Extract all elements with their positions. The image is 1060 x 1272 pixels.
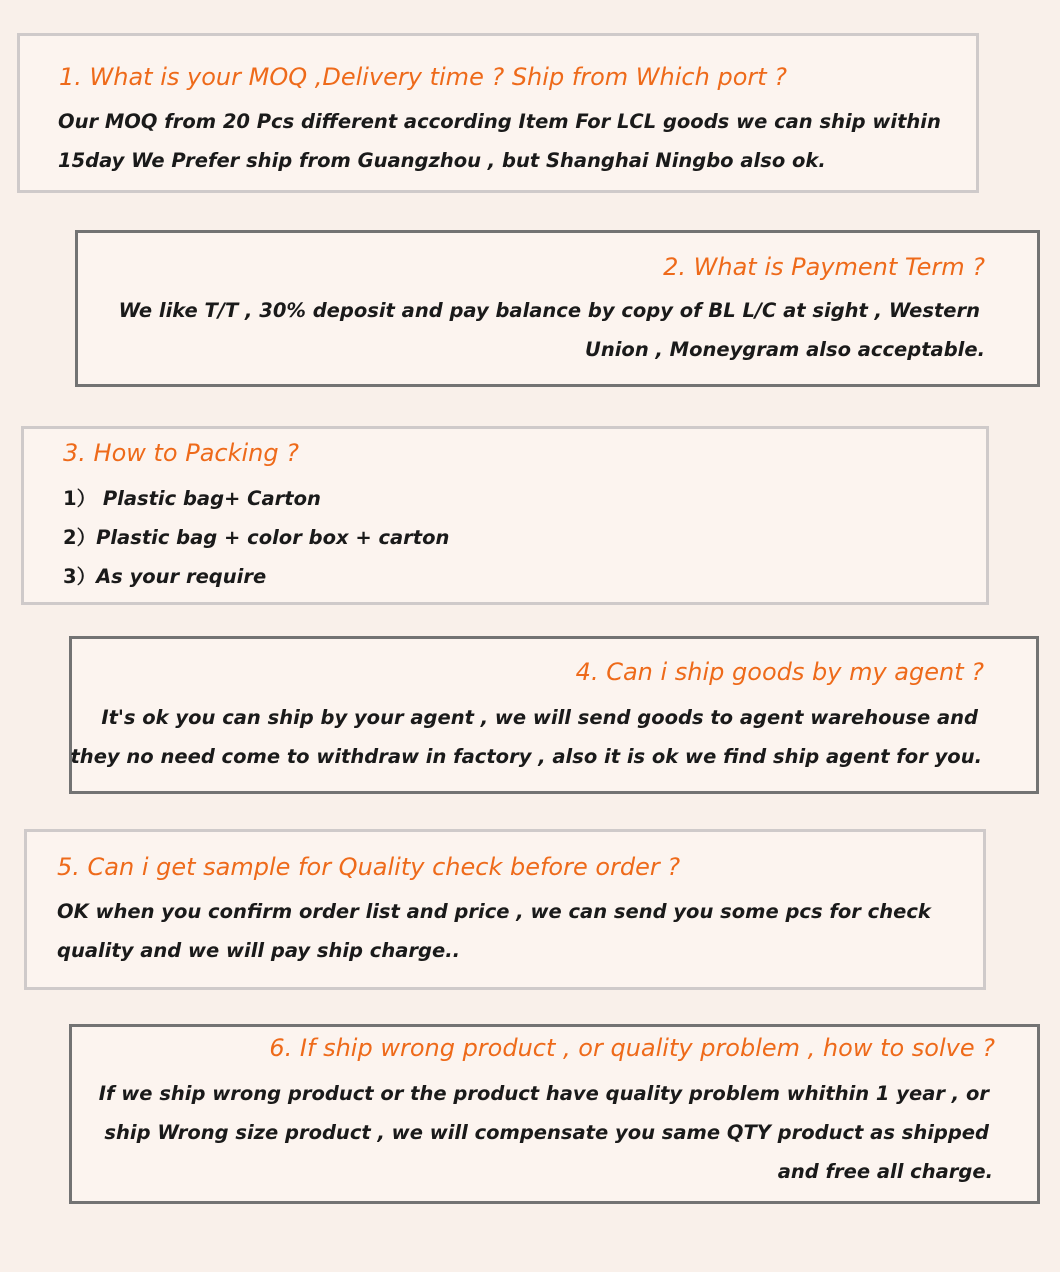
faq-question-6: 6. If ship wrong product , or quality problem , how to solve ? xyxy=(269,1034,995,1062)
faq-answer-1-line-2: 15day We Prefer ship from Guangzhou , but Shanghai Ningbo also ok. xyxy=(58,149,826,172)
faq-card-3 xyxy=(21,426,989,605)
packing-option-3 xyxy=(63,565,266,589)
faq-question-2: 2. What is Payment Term ? xyxy=(663,253,985,281)
faq-card-4 xyxy=(69,636,1039,794)
faq-answer-4-line-1: It's ok you can ship by your agent , we will send goods to agent warehouse and xyxy=(101,706,978,729)
faq-answer-5-line-1: OK when you confirm order list and price , we can send you some pcs for check xyxy=(57,900,931,923)
faq-answer-6-line-1: If we ship wrong product or the product have quality problem whithin 1 year , or xyxy=(98,1082,989,1105)
packing-option-3-number: 3） xyxy=(63,565,97,588)
packing-option-2 xyxy=(63,526,449,550)
faq-card-5 xyxy=(24,829,986,990)
packing-option-2-number: 2） xyxy=(63,526,97,549)
faq-answer-1-line-1: Our MOQ from 20 Pcs different according Item For LCL goods we can ship within xyxy=(58,110,941,133)
packing-option-1-number: 1） xyxy=(63,487,97,510)
faq-question-5: 5. Can i get sample for Quality check before order ? xyxy=(57,853,681,881)
faq-answer-2-line-1: We like T/T , 30% deposit and pay balance by copy of BL L/C at sight , Western xyxy=(118,299,980,322)
packing-option-1-text: Plastic bag+ Carton xyxy=(96,487,321,510)
packing-option-3-text: As your require xyxy=(96,565,267,588)
packing-option-1 xyxy=(63,487,321,511)
faq-answer-6-line-3: and free all charge. xyxy=(777,1160,993,1183)
faq-answer-6-line-2: ship Wrong size product , we will compensate you same QTY product as shipped xyxy=(104,1121,989,1144)
faq-question-4: 4. Can i ship goods by my agent ? xyxy=(575,658,984,686)
faq-answer-5-line-2: quality and we will pay ship charge.. xyxy=(57,939,461,962)
faq-card-1 xyxy=(17,33,979,193)
faq-question-1: 1. What is your MOQ ,Delivery time ? Ship from Which port ? xyxy=(59,63,788,91)
packing-option-2-text: Plastic bag + color box + carton xyxy=(96,526,450,549)
faq-answer-2-line-2: Union , Moneygram also acceptable. xyxy=(585,338,985,361)
faq-card-6 xyxy=(69,1024,1040,1204)
faq-question-3: 3. How to Packing ? xyxy=(63,439,299,467)
faq-card-2 xyxy=(75,230,1040,387)
faq-answer-4-line-2: they no need come to withdraw in factory , also it is ok we find ship agent for you. xyxy=(70,745,982,768)
